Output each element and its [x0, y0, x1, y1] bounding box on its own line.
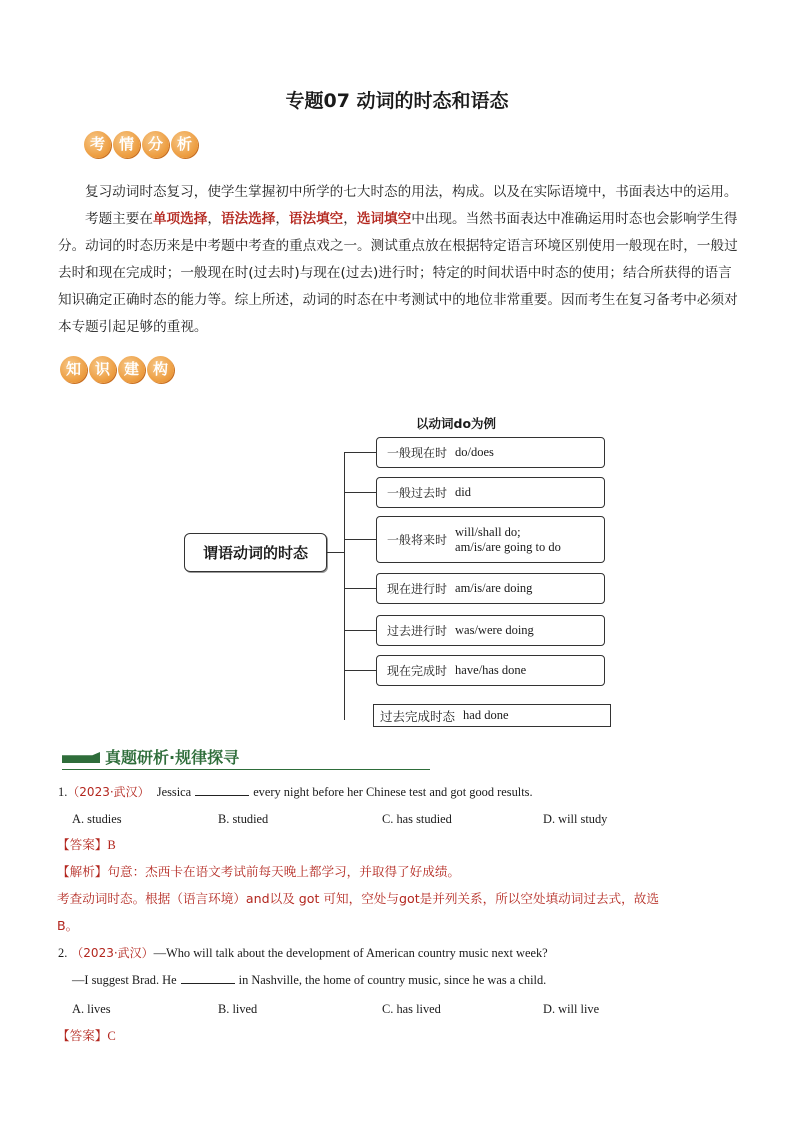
text: ， [275, 211, 289, 227]
answer-label: 【答案】 [57, 837, 108, 852]
keyword: 选词填空 [356, 211, 412, 227]
option-b: B. studied [218, 812, 269, 826]
connector [344, 492, 376, 493]
tense-box [376, 573, 605, 604]
tense-name: 一般将来时 [387, 533, 448, 547]
connector [344, 630, 376, 631]
tense-name: 一般过去时 [387, 486, 448, 500]
tense-name: 现在进行时 [387, 582, 448, 596]
tense-form: had done [463, 708, 509, 722]
banner-underline [62, 769, 430, 770]
tense-box [376, 477, 605, 508]
text: ， [207, 211, 221, 227]
question-2 [58, 940, 748, 967]
intro-text [58, 179, 742, 341]
analysis-q1 [57, 858, 747, 885]
diagram-root: 谓语动词的时态 [184, 533, 327, 572]
question-source: （2023·武汉） [67, 785, 150, 799]
text: 考题主要在 [85, 211, 153, 227]
tense-name: 过去完成时态 [380, 708, 456, 724]
badge-char: 分 [142, 131, 169, 158]
badge-char: 识 [89, 356, 116, 383]
tense-box [376, 516, 605, 563]
answer-blank [181, 971, 235, 984]
badge-char: 析 [171, 131, 198, 158]
option-a: A. lives [72, 1002, 111, 1016]
intro-paragraph-2 [58, 206, 742, 341]
option-c: C. has studied [382, 812, 452, 826]
badge-char: 情 [113, 131, 140, 158]
keyword: 语法填空 [288, 211, 344, 227]
question-number: 2. [58, 946, 68, 960]
tense-name: 过去进行时 [387, 624, 448, 638]
answer-line-1 [57, 831, 116, 859]
connector [344, 539, 376, 540]
answer-label: 【答案】 [57, 1028, 108, 1043]
question-1 [58, 779, 748, 806]
tense-form: was/were doing [455, 623, 534, 637]
tense-form: do/does [455, 445, 494, 459]
question-stem-1: —Who will talk about the development of American country music next week? [153, 946, 548, 960]
tense-box [376, 615, 605, 646]
diagram-caption: 以动词do为例 [416, 416, 497, 431]
badge-char: 考 [84, 131, 111, 158]
keyword: 语法选择 [220, 211, 276, 227]
tense-form: am/is/are doing [455, 581, 533, 595]
badge-char: 建 [118, 356, 145, 383]
tense-box [376, 655, 605, 686]
question-stem-2b: in Nashville, the home of country music, since he was a child. [238, 973, 547, 987]
tense-form [455, 525, 561, 555]
tense-form-line: am/is/are going to do [455, 539, 561, 554]
section-badge-exam-analysis [84, 131, 198, 158]
answer-value: B [107, 838, 116, 852]
question-stem-2a: —I suggest Brad. He [72, 973, 177, 987]
connector [344, 452, 376, 453]
question-2-line2 [72, 967, 752, 994]
badge-char: 构 [147, 356, 174, 383]
tense-form-line: will/shall do; [455, 524, 521, 539]
question-source: （2023·武汉） [71, 946, 154, 960]
analysis-label: 【解析】 [57, 864, 108, 879]
section-badge-knowledge-map [60, 356, 174, 383]
analysis-q1-line3: B。 [57, 918, 79, 933]
tense-name: 现在完成时 [387, 664, 448, 678]
question-stem-a: Jessica [156, 785, 192, 799]
connector [344, 670, 376, 671]
text: 中出现。当然书面表达中准确运用时态也会影响学生得分。动词的时态历来是中考题中考查的重点戏之一。测试重点放在根据特定语言环境区别使用一般现在时，一般过去时和现在完成时；一般现在时(过去时)与现在(过去)进行时；特定的时间状语中时态的使用；结合所获得的语言知识确定正确时态的能力等。综上所述，动词的时态在中考测试中的地位非常重要。因而考生在复习备考中必须对本专题引起足够的重视。 [58, 211, 738, 335]
banner-decoration [62, 752, 100, 763]
text: ， [343, 211, 357, 227]
page-title: 专题07 动词的时态和语态 [285, 90, 509, 112]
question-stem-b: every night before her Chinese test and got good results. [253, 785, 533, 799]
tense-box [376, 437, 605, 468]
answer-blank [195, 783, 249, 796]
option-a: A. studies [72, 812, 122, 826]
tense-name: 一般现在时 [387, 446, 448, 460]
keyword: 单项选择 [152, 211, 208, 227]
banner-title: 真题研析·规律探寻 [105, 748, 240, 767]
option-d: D. will study [543, 812, 608, 826]
option-b: B. lived [218, 1002, 258, 1016]
analysis-q1-line2: 考查动词时态。根据（语言环境）and以及 got 可知，空处与got是并列关系，所以空处填动词过去式，故选 [57, 891, 659, 906]
connector [344, 588, 376, 589]
tense-box-past-perfect [373, 704, 611, 727]
tense-form: did [455, 485, 471, 499]
answer-value: C [107, 1029, 116, 1043]
question-number: 1. [58, 785, 68, 799]
badge-char: 知 [60, 356, 87, 383]
intro-paragraph-1: 复习动词时态复习，使学生掌握初中所学的七大时态的用法，构成。以及在实际语境中，书面表达中的运用。 [85, 184, 738, 200]
tense-form: have/has done [455, 663, 527, 677]
analysis-text: 句意：杰西卡在语文考试前每天晚上都学习，并取得了好成绩。 [107, 864, 460, 879]
option-d: D. will live [543, 1002, 600, 1016]
connector [327, 552, 344, 553]
answer-line-2 [57, 1022, 116, 1050]
option-c: C. has lived [382, 1002, 441, 1016]
